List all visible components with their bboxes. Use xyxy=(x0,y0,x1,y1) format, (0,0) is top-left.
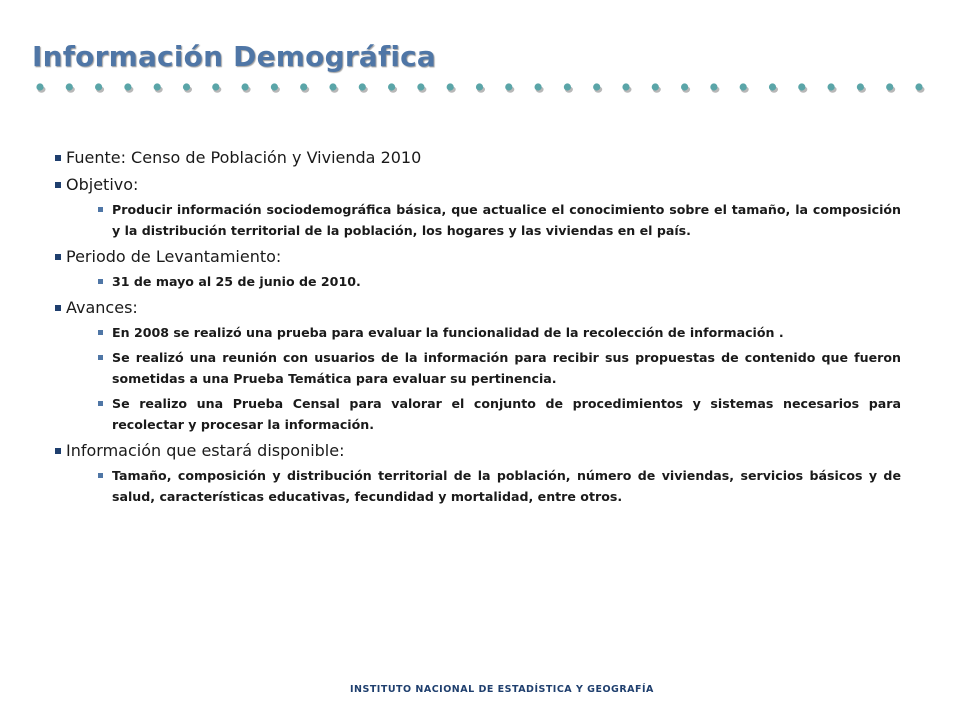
sub-bullet-list xyxy=(66,271,901,292)
divider-dot xyxy=(769,83,778,92)
sub-bullet-list xyxy=(66,199,901,241)
divider-dot xyxy=(388,83,397,92)
square-bullet-icon xyxy=(98,401,103,406)
divider-dot xyxy=(828,83,837,92)
content-area xyxy=(50,146,901,511)
square-bullet-icon xyxy=(98,473,103,478)
divider-dot xyxy=(300,83,309,92)
bullet-label: Avances: xyxy=(66,298,138,317)
sub-bullet-item xyxy=(66,322,901,343)
sub-bullet-item xyxy=(66,393,901,435)
divider-dot xyxy=(681,83,690,92)
divider-dot xyxy=(740,83,749,92)
square-bullet-icon xyxy=(55,155,61,161)
slide-title: Información Demográfica xyxy=(32,40,437,73)
divider-dot xyxy=(212,83,221,92)
bullet-item xyxy=(50,173,901,241)
divider-dot xyxy=(915,83,924,92)
divider-dot xyxy=(476,83,485,92)
square-bullet-icon xyxy=(55,448,61,454)
divider-dot xyxy=(593,83,602,92)
divider-dot xyxy=(886,83,895,92)
divider-dot xyxy=(857,83,866,92)
bullet-item xyxy=(50,245,901,292)
divider-dot xyxy=(622,83,631,92)
square-bullet-icon xyxy=(55,182,61,188)
sub-bullet-text: 31 de mayo al 25 de junio de 2010. xyxy=(112,274,361,289)
square-bullet-icon xyxy=(55,254,61,260)
square-bullet-icon xyxy=(98,330,103,335)
bullet-item xyxy=(50,146,901,169)
bullet-item xyxy=(50,439,901,507)
sub-bullet-item xyxy=(66,271,901,292)
divider-dot xyxy=(242,83,251,92)
sub-bullet-item xyxy=(66,465,901,507)
divider-dot xyxy=(183,83,192,92)
sub-bullet-text: Se realizó una reunión con usuarios de la información para recibir sus propuestas de contenido que fueron sometidas a una Prueba Temática para evaluar su pertinencia. xyxy=(112,350,901,386)
divider-dot xyxy=(359,83,368,92)
square-bullet-icon xyxy=(98,355,103,360)
divider-dot xyxy=(710,83,719,92)
sub-bullet-text: En 2008 se realizó una prueba para evaluar la funcionalidad de la recolección de información . xyxy=(112,325,784,340)
bullet-list xyxy=(50,146,901,507)
divider-dot xyxy=(124,83,133,92)
footer-institution: INSTITUTO NACIONAL DE ESTADÍSTICA Y GEOGRAFÍA xyxy=(350,684,654,695)
divider-dot xyxy=(154,83,163,92)
sub-bullet-item xyxy=(66,347,901,389)
sub-bullet-text: Producir información sociodemográfica básica, que actualice el conocimiento sobre el tamaño, la composición y la distribución territorial de la población, los hogares y las viviendas en el país. xyxy=(112,202,901,238)
sub-bullet-text: Se realizo una Prueba Censal para valorar el conjunto de procedimientos y sistemas necesarios para recolectar y procesar la información. xyxy=(112,396,901,432)
sub-bullet-list xyxy=(66,322,901,435)
divider-dot xyxy=(95,83,104,92)
bullet-label: Fuente: Censo de Población y Vivienda 2010 xyxy=(66,148,422,167)
sub-bullet-list xyxy=(66,465,901,507)
bullet-label: Objetivo: xyxy=(66,175,139,194)
divider-dot xyxy=(535,83,544,92)
divider-dot xyxy=(447,83,456,92)
dotted-divider xyxy=(34,78,934,98)
divider-dot xyxy=(417,83,426,92)
bullet-item xyxy=(50,296,901,435)
divider-dot xyxy=(798,83,807,92)
divider-dot xyxy=(271,83,280,92)
square-bullet-icon xyxy=(98,207,103,212)
sub-bullet-text: Tamaño, composición y distribución territorial de la población, número de viviendas, servicios básicos y de salud, características educativas, fecundidad y mortalidad, entre otros. xyxy=(112,468,901,504)
bullet-label: Información que estará disponible: xyxy=(66,441,345,460)
square-bullet-icon xyxy=(55,305,61,311)
square-bullet-icon xyxy=(98,279,103,284)
divider-dot xyxy=(652,83,661,92)
bullet-label: Periodo de Levantamiento: xyxy=(66,247,282,266)
divider-dot xyxy=(66,83,75,92)
divider-dot xyxy=(505,83,514,92)
sub-bullet-item xyxy=(66,199,901,241)
divider-dot xyxy=(36,83,45,92)
divider-dot xyxy=(329,83,338,92)
divider-dot xyxy=(564,83,573,92)
